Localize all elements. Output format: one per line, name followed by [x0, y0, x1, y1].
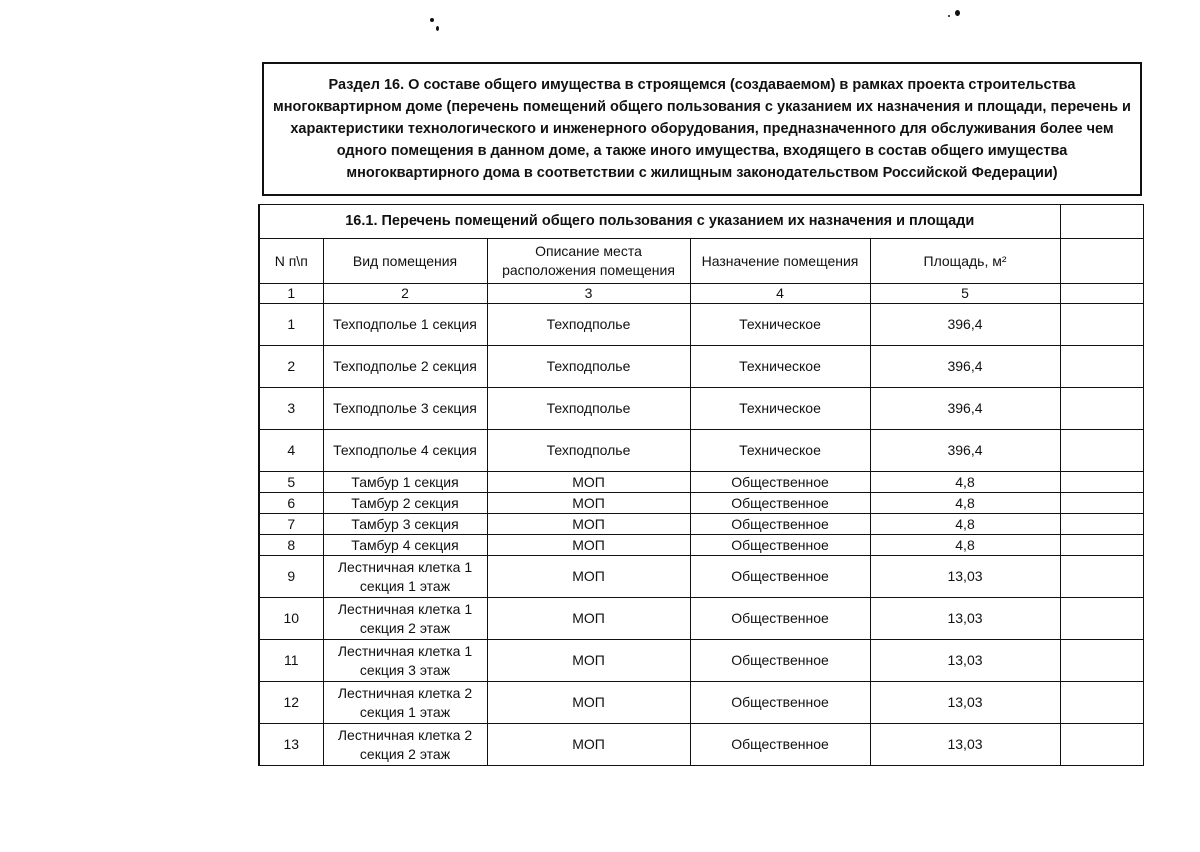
- row-number: 10: [259, 598, 323, 640]
- table-row: [259, 514, 1143, 535]
- row-number: 2: [259, 346, 323, 388]
- section-header-box: [262, 62, 1142, 196]
- room-location: МОП: [487, 682, 690, 724]
- scan-speck: [948, 15, 950, 17]
- room-purpose: Общественное: [690, 598, 870, 640]
- empty-cell: [1060, 284, 1143, 304]
- empty-cell: [1060, 514, 1143, 535]
- header-purpose: Назначение помещения: [690, 239, 870, 284]
- room-area: 396,4: [870, 304, 1060, 346]
- room-type: Лестничная клетка 1 секция 2 этаж: [323, 598, 487, 640]
- room-type: Техподполье 2 секция: [323, 346, 487, 388]
- room-area: 13,03: [870, 598, 1060, 640]
- table-row: [259, 388, 1143, 430]
- room-purpose: Общественное: [690, 556, 870, 598]
- room-location: МОП: [487, 535, 690, 556]
- room-purpose: Техническое: [690, 304, 870, 346]
- header-location: Описание места расположения помещения: [487, 239, 690, 284]
- room-type: Лестничная клетка 1 секция 3 этаж: [323, 640, 487, 682]
- room-location: Техподполье: [487, 346, 690, 388]
- table-row: [259, 430, 1143, 472]
- header-type: Вид помещения: [323, 239, 487, 284]
- room-location: МОП: [487, 556, 690, 598]
- room-type: Лестничная клетка 1 секция 1 этаж: [323, 556, 487, 598]
- empty-cell: [1060, 239, 1143, 284]
- row-number: 7: [259, 514, 323, 535]
- room-area: 13,03: [870, 640, 1060, 682]
- room-area: 396,4: [870, 430, 1060, 472]
- room-type: Лестничная клетка 2 секция 1 этаж: [323, 682, 487, 724]
- room-area: 396,4: [870, 388, 1060, 430]
- row-number: 1: [259, 304, 323, 346]
- column-number: 4: [690, 284, 870, 304]
- empty-cell: [1060, 598, 1143, 640]
- row-number: 12: [259, 682, 323, 724]
- room-area: 4,8: [870, 493, 1060, 514]
- section-title: Раздел 16. О составе общего имущества в строящемся (создаваемом) в рамках проекта строительства многоквартирном доме (перечень помещений общего пользования с указанием их назначения и площади, перечень и характеристики технологического и инженерного оборудования, предназначенного для обслуживания более чем одного помещения в данном доме, а также иного имущества, входящего в состав общего имущества многоквартирного дома в соответствии с жилищным законодательством Российской Федерации): [273, 77, 1131, 181]
- subsection-title: 16.1. Перечень помещений общего пользования с указанием их назначения и площади: [259, 205, 1060, 239]
- table-row: [259, 682, 1143, 724]
- room-location: МОП: [487, 493, 690, 514]
- room-purpose: Техническое: [690, 388, 870, 430]
- room-type: Техподполье 1 секция: [323, 304, 487, 346]
- room-area: 396,4: [870, 346, 1060, 388]
- room-area: 4,8: [870, 535, 1060, 556]
- room-type: Техподполье 3 секция: [323, 388, 487, 430]
- table-row: [259, 304, 1143, 346]
- room-location: Техподполье: [487, 430, 690, 472]
- room-type: Тамбур 4 секция: [323, 535, 487, 556]
- column-number: 1: [259, 284, 323, 304]
- scan-speck: [430, 18, 434, 22]
- room-type: Техподполье 4 секция: [323, 430, 487, 472]
- row-number: 8: [259, 535, 323, 556]
- row-number: 6: [259, 493, 323, 514]
- room-purpose: Общественное: [690, 472, 870, 493]
- room-location: Техподполье: [487, 388, 690, 430]
- room-purpose: Общественное: [690, 493, 870, 514]
- room-location: Техподполье: [487, 304, 690, 346]
- scan-speck: [436, 26, 439, 31]
- empty-cell: [1060, 535, 1143, 556]
- table-row: [259, 598, 1143, 640]
- room-location: МОП: [487, 472, 690, 493]
- table-row: [259, 640, 1143, 682]
- row-number: 9: [259, 556, 323, 598]
- room-type: Лестничная клетка 2 секция 2 этаж: [323, 724, 487, 766]
- empty-cell: [1060, 682, 1143, 724]
- room-purpose: Техническое: [690, 346, 870, 388]
- room-purpose: Общественное: [690, 514, 870, 535]
- header-row: [259, 239, 1143, 284]
- room-location: МОП: [487, 514, 690, 535]
- room-area: 13,03: [870, 682, 1060, 724]
- room-area: 4,8: [870, 514, 1060, 535]
- room-location: МОП: [487, 640, 690, 682]
- column-number: 3: [487, 284, 690, 304]
- column-number: 5: [870, 284, 1060, 304]
- empty-cell: [1060, 304, 1143, 346]
- empty-cell: [1060, 640, 1143, 682]
- room-purpose: Техническое: [690, 430, 870, 472]
- table-row: [259, 535, 1143, 556]
- empty-cell: [1060, 724, 1143, 766]
- header-number: N п\п: [259, 239, 323, 284]
- table-row: [259, 472, 1143, 493]
- empty-cell: [1060, 205, 1143, 239]
- room-purpose: Общественное: [690, 535, 870, 556]
- row-number: 11: [259, 640, 323, 682]
- room-location: МОП: [487, 598, 690, 640]
- room-type: Тамбур 1 секция: [323, 472, 487, 493]
- header-area: Площадь, м²: [870, 239, 1060, 284]
- room-location: МОП: [487, 724, 690, 766]
- empty-cell: [1060, 472, 1143, 493]
- empty-cell: [1060, 556, 1143, 598]
- room-area: 13,03: [870, 556, 1060, 598]
- empty-cell: [1060, 388, 1143, 430]
- column-number: 2: [323, 284, 487, 304]
- row-number: 5: [259, 472, 323, 493]
- room-type: Тамбур 3 секция: [323, 514, 487, 535]
- empty-cell: [1060, 346, 1143, 388]
- room-purpose: Общественное: [690, 724, 870, 766]
- empty-cell: [1060, 493, 1143, 514]
- room-area: 13,03: [870, 724, 1060, 766]
- table-row: [259, 493, 1143, 514]
- table-row: [259, 346, 1143, 388]
- common-rooms-table: [258, 204, 1144, 766]
- empty-cell: [1060, 430, 1143, 472]
- room-purpose: Общественное: [690, 682, 870, 724]
- room-type: Тамбур 2 секция: [323, 493, 487, 514]
- scan-speck: [955, 10, 960, 16]
- room-area: 4,8: [870, 472, 1060, 493]
- row-number: 3: [259, 388, 323, 430]
- table-row: [259, 724, 1143, 766]
- column-number-row: [259, 284, 1143, 304]
- table-row: [259, 556, 1143, 598]
- row-number: 13: [259, 724, 323, 766]
- room-purpose: Общественное: [690, 640, 870, 682]
- row-number: 4: [259, 430, 323, 472]
